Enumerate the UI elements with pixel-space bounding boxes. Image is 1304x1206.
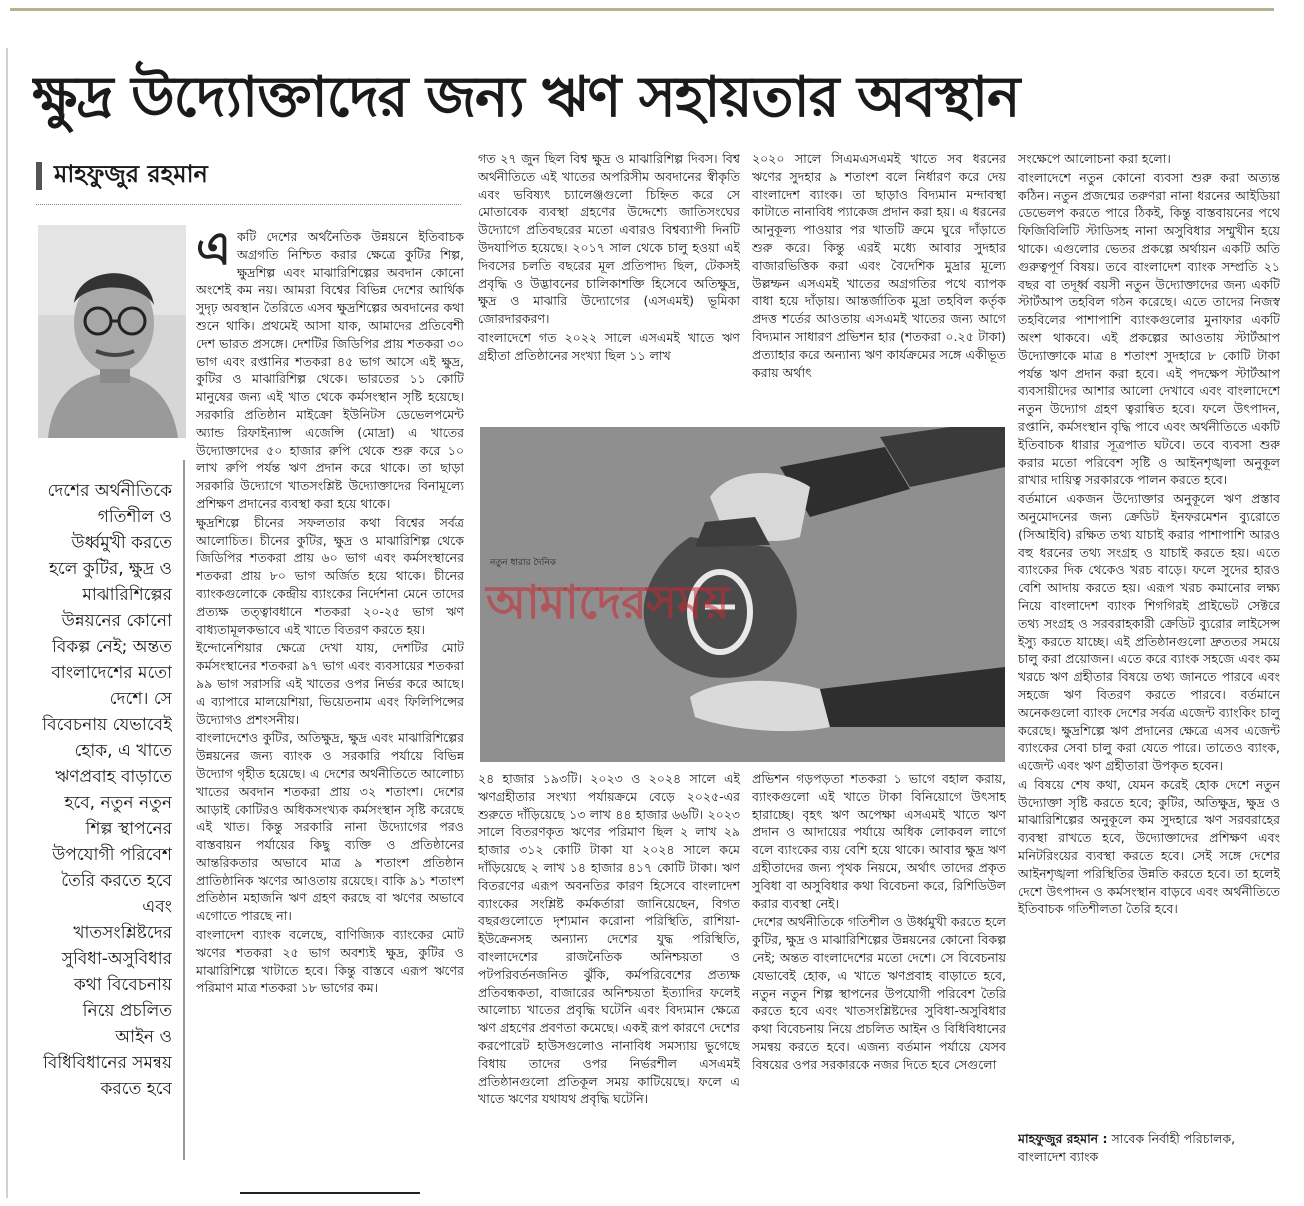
paragraph: প্রভিশন গড়পড়তা শতকরা ১ ভাগে বহাল করায়, ব্যাংকগুলো এই খাতে টাকা বিনিয়োগে উৎসাহ হারাচ্ছে। বৃহৎ ঋণ অপেক্ষা এসএমই খাতে ঋণ প্রদান ও আদায়ের পর্যায়ে অধিক লোকবল লাগে বলে ব্যাংকের ব্যয় বেশি হয়ে থাকে। আবার ক্ষুদ্র ঋণ গ্রহীতাদের জন্য পৃথক নিয়মে, অর্থাৎ তাদের প্রকৃত সুবিধা বা অসুবিধার কথা বিবেচনা করে, রিশিডিউল করার ব্যবস্থা নেই। bbox=[752, 771, 1006, 911]
author-name: মাহফুজুর রহমান bbox=[54, 160, 208, 188]
article-column-2-bottom bbox=[478, 770, 740, 1170]
paragraph bbox=[196, 228, 464, 513]
paragraph: বাংলাদেশে গত ২০২২ সালে এসএমই খাতে ঋণ গ্রহীতা প্রতিষ্ঠানের সংখ্যা ছিল ১১ লাখ bbox=[478, 329, 740, 363]
drop-cap: এ bbox=[196, 228, 231, 275]
paragraph: গত ২৭ জুন ছিল বিশ্ব ক্ষুদ্র ও মাঝারিশিল্প দিবস। বিশ্ব অর্থনীতিতে এই খাতের অপরিসীম অবদানের স্বীকৃতি এবং ভবিষ্যৎ চ্যালেঞ্জগুলো চিহ্নিত করে সে মোতাবেক ব্যবস্থা গ্রহণের উদ্দেশ্যে জাতিসংঘের উদ্যোগে প্রতিবছরের মতো এবারও বিশ্বব্যাপী দিনটি উদযাপিত হয়েছে। ২০১৭ সাল থেকে চালু হওয়া এই দিবসের চলতি বছরের মূল প্রতিপাদ্য ছিল, টেকসই প্রবৃদ্ধি ও উদ্ভাবনের চালিকাশক্তি হিসেবে অতিক্ষুদ্র, ক্ষুদ্র ও মাঝারি উদ্যোগের (এসএমই) ভূমিকা জোরদারকরণ। bbox=[478, 151, 740, 327]
article-headline: ক্ষুদ্র উদ্যোক্তাদের জন্য ঋণ সহায়তার অবস্থান bbox=[32, 65, 1020, 130]
pull-quote: দেশের অর্থনীতিকে গতিশীল ও উর্ধ্বমুখী করতে হলে কুটির, ক্ষুদ্র ও মাঝারিশিল্পের উন্নয়নের কোনো বিকল্প নেই; অন্তত বাংলাদেশের মতো দেশে। সে বিবেচনায় যেভাবেই হোক, এ খাতে ঋণপ্রবাহ বাড়াতে হবে, নতুন নতুন শিল্প স্থাপনের উপযোগী পরিবেশ তৈরি করতে হবে এবং খাতসংশ্লিষ্টদের সুবিধা-অসুবিধার কথা বিবেচনায় নিয়ে প্রচলিত আইন ও বিধিবিধানের সমন্বয় করতে হবে bbox=[42, 481, 172, 1099]
watermark-tagline: নতুন ধারার দৈনিক bbox=[490, 558, 556, 568]
paragraph: সংক্ষেপে আলোচনা করা হলো। bbox=[1018, 151, 1171, 166]
paragraph-text: কটি দেশের অর্থনৈতিক উন্নয়নে ইতিবাচক অগ্রগতি নিশ্চিত করার ক্ষেত্রে কুটির শিল্প, ক্ষুদ্রশিল্প এবং মাঝারিশিল্পের অবদান কোনো অংশেই কম নয়। আমরা বিশ্বের বিভিন্ন দেশের আর্থিক সুদৃঢ় অবস্থান তৈরিতে এসব ক্ষুদ্রশিল্পের অবদানের কথা শুনে থাকি। প্রথমেই আসা যাক, আমাদের প্রতিবেশী দেশ ভারত প্রসঙ্গে। দেশটির জিডিপির প্রায় শতকরা ৩০ ভাগ এবং রপ্তানির শতকরা ৪৫ ভাগ আসে এই ক্ষুদ্র, কুটির ও মাঝারিশিল্প থেকে। ভারতের ১১ কোটি মানুষের জন্য এই খাত থেকে কর্মসংস্থান সৃষ্টি হয়েছে। সরকারি প্রতিষ্ঠান মাইক্রো ইউনিটস ডেভেলপমেন্ট অ্যান্ড রিফাইন্যান্স এজেন্সি (মোদ্রা) এ খাতের উদ্যোক্তাদের ৫০ হাজার রুপি থেকে শুরু করে ১০ লাখ রুপি পর্যন্ত ঋণ প্রদান করে থাকে। তা ছাড়া সরকারি উদ্যোগে খাতসংশ্লিষ্ট উদ্যোক্তাদের বিনামূল্যে প্রশিক্ষণ প্রদানের ব্যবস্থা করা হয়ে থাকে। bbox=[196, 229, 464, 511]
pullquote-rule bbox=[183, 460, 185, 1160]
author-credit bbox=[1018, 1130, 1280, 1174]
paragraph: ইন্দোনেশিয়ার ক্ষেত্রে দেখা যায়, দেশটির মোট কর্মসংস্থানের শতকরা ৯৭ ভাগ এবং ব্যবসায়ের শতকরা ৯৯ ভাগ সরাসরি এই খাতের ওপর নির্ভর করে আছে। এ ব্যাপারে মালয়েশিয়া, ভিয়েতনাম এবং ফিলিপিন্সের উদ্যোগও প্রশংসনীয়। bbox=[196, 640, 464, 727]
author-portrait-image bbox=[38, 225, 186, 438]
article-column-3-top bbox=[752, 150, 1006, 420]
article-column-2-top bbox=[478, 150, 740, 420]
paragraph: এ বিষয়ে শেষ কথা, যেমন করেই হোক দেশে নতুন উদ্যোক্তা সৃষ্টি করতে হবে; কুটির, অতিক্ষুদ্র, ক্ষুদ্র ও মাঝারিশিল্পের অনুকূলে কম সুদহারে ঋণ সরবরাহের ব্যবস্থা রাখতে হবে, উদ্যোক্তাদের প্রশিক্ষণ এবং মনিটরিংয়ের ব্যবস্থা করতে হবে। সেই সঙ্গে দেশের আইনশৃঙ্খলা পরিস্থিতির উন্নতি করতে হবে। তা হলেই দেশে উৎপাদন ও কর্মসংস্থান বাড়বে এবং অর্থনীতিতে ইতিবাচক গতিশীলতা তৈরি হবে। bbox=[1018, 776, 1280, 917]
paragraph: বাংলাদেশ ব্যাংক বলেছে, বাণিজ্যিক ব্যাংকের মোট ঋণের শতকরা ২৫ ভাগ অবশ্যই ক্ষুদ্র, কুটির ও মাঝারিশিল্পে খাটাতে হবে। কিন্তু বাস্তবে এরূপ ঋণের পরিমাণ মাত্র শতকরা ১৮ ভাগের কম। bbox=[196, 927, 464, 996]
left-margin-rule bbox=[6, 48, 8, 1198]
next-article-fragment bbox=[240, 1192, 420, 1206]
top-rule bbox=[10, 8, 1274, 11]
paragraph: দেশের অর্থনীতিকে গতিশীল ও উর্ধ্বমুখী করতে হলে কুটির, ক্ষুদ্র ও মাঝারিশিল্পের উন্নয়নের কোনো বিকল্প নেই; অন্তত বাংলাদেশের মতো দেশে। সে বিবেচনায় যেভাবেই হোক, এ খাতে ঋণপ্রবাহ বাড়াতে হবে, নতুন নতুন শিল্প স্থাপনের উপযোগী পরিবেশ তৈরি করতে হবে এবং খাতসংশ্লিষ্টদের সুবিধা-অসুবিধার কথা বিবেচনায় নিয়ে প্রচলিত আইন ও বিধিবিধানের সমন্বয় করতে হবে। এজন্য বর্তমান পর্যায়ে যেসব বিষয়ের ওপর সরকারকে নজর দিতে হবে সেগুলো bbox=[752, 914, 1006, 1072]
article-column-1 bbox=[196, 228, 464, 1168]
author-photo bbox=[38, 225, 186, 438]
paragraph: ক্ষুদ্রশিল্পে চীনের সফলতার কথা বিশ্বের সর্বত্র আলোচিত। চীনের কুটির, ক্ষুদ্র ও মাঝারিশিল্প থেকে জিডিপির শতকরা প্রায় ৬০ ভাগ এবং কর্মসংস্থানের শতকরা প্রায় ৮০ ভাগ অর্জিত হয়ে থাকে। চীনের ব্যাংকগুলোকে কেন্দ্রীয় ব্যাংকের নির্দেশনা মেনে তাদের প্রত্যক্ষ তত্ত্বাবধানে শতকরা ২০-২৫ ভাগ ঋণ বাধ্যতামূলকভাবে এই খাতে বিতরণ করতে হয়। bbox=[196, 514, 464, 637]
paragraph: বাংলাদেশেও কুটির, অতিক্ষুদ্র, ক্ষুদ্র এবং মাঝারিশিল্পের উন্নয়নের জন্য ব্যাংক ও সরকারি পর্যায়ে বিভিন্ন উদ্যোগ গৃহীত হয়েছে। এ দেশের অর্থনীতিতে আলোচ্য খাতের অবদান শতকরা প্রায় ৩২ শতাংশ। দেশের আড়াই কোটিরও অধিকসংখ্যক কর্মসংস্থান সৃষ্টি করেছে এই খাত। কিন্তু সরকারি নানা উদ্যোগের পরও বাস্তবায়ন পর্যায়ের কিছু ব্যক্তি ও প্রতিষ্ঠানের আন্তরিকতার অভাবে মাত্র ৯ শতাংশ প্রতিষ্ঠান প্রাতিষ্ঠানিক ঋণের আওতায় রয়েছে। বাকি ৯১ শতাংশ প্রতিষ্ঠান মহাজনি ঋণ গ্রহণ করছে বা ঋণের অভাবে এগোতে পারছে না। bbox=[196, 730, 464, 924]
author-credit-role: সাবেক নির্বাহী পরিচালক, বাংলাদেশ ব্যাংক bbox=[1018, 1131, 1236, 1164]
paragraph: বাংলাদেশে নতুন কোনো ব্যবসা শুরু করা অত্যন্ত কঠিন। নতুন প্রজন্মের তরুণরা নানা ধরনের আইডিয়া ডেভেলপ করতে পারে ঠিকই, কিন্তু বাস্তবায়নের পথে ফিজিবিলিটি স্টাডিসহ নানা অসুবিধার সম্মুখীন হয়ে থাকে। এগুলোর ভেতর প্রকল্পে অর্থায়ন একটি অতি গুরুত্বপূর্ণ বিষয়। তবে বাংলাদেশ ব্যাংক সম্প্রতি ২১ বছর বা তদূর্ধ্ব বয়সী নতুন উদ্যোক্তাদের জন্য একটি স্টার্টআপ তহবিল গঠন করেছে। এতে তাদের নিজস্ব তহবিলের পাশাপাশি ব্যাংকগুলোর মুনাফার একটি অংশ থাকবে। এই প্রকল্পের আওতায় স্টার্টআপ উদ্যোক্তাকে মাত্র ৪ শতাংশ সুদহারে ৮ কোটি টাকা পর্যন্ত ঋণ প্রদান করা হবে। এই পদক্ষেপ স্টার্টআপ ব্যবসায়ীদের আশার আলো দেখাবে এবং বাংলাদেশে নতুন উদ্যোগ গ্রহণ ত্বরান্বিত হবে। ফলে উৎপাদন, রপ্তানি, কর্মসংস্থান বৃদ্ধি পাবে এবং অর্থনীতিতে একটি ইতিবাচক ধারার সূত্রপাত ঘটবে। তবে ব্যবসা শুরু করার মতো পরিবেশ সৃষ্টি ও আইনশৃঙ্খলা অনুকূল রাখার দায়িত্ব সরকারকে পালন করতে হবে। bbox=[1018, 169, 1280, 488]
article-column-3-bottom bbox=[752, 770, 1006, 1170]
paragraph: ২৪ হাজার ১৯৩টি। ২০২৩ ও ২০২৪ সালে এই ঋণগ্রহীতার সংখ্যা পর্যায়ক্রমে বেড়ে ২০২৫-এর শুরুতে দাঁড়িয়েছে ১৩ লাখ ৪৪ হাজার ৬৬টি। ২০২৩ সালে বিতরণকৃত ঋণের পরিমাণ ছিল ২ লাখ ২৯ হাজার ৩১২ কোটি টাকা যা ২০২৪ সালে কমে দাঁড়িয়েছে ২ লাখ ১৪ হাজার ৪১৭ কোটি টাকা। ঋণ বিতরণের এরূপ অবনতির কারণ হিসেবে বাংলাদেশ ব্যাংকের সংশ্লিষ্ট কর্মকর্তারা জানিয়েছেন, বিগত বছরগুলোতে দৃশ্যমান করোনা পরিস্থিতি, রাশিয়া-ইউক্রেনসহ অন্যান্য দেশের যুদ্ধ পরিস্থিতি, বাংলাদেশের রাজনৈতিক অনিশ্চয়তা ও পটপরিবর্তনজনিত ঝুঁকি, কর্মপরিবেশের প্রত্যক্ষ প্রতিবন্ধকতা, বাজারের অনিশ্চয়তা ইত্যাদির ফলেই আলোচ্য খাতের প্রবৃদ্ধি ঘটেনি এবং বিদ্যমান ক্ষেত্রে ঋণ গ্রহণের প্রবণতা কমেছে। একই রূপ কারণে দেশের করপোরেট হাউসগুলোও নানাবিধ সমস্যায় ভুগেছে বিধায় তাদের ওপর নির্ভরশীল এসএমই প্রতিষ্ঠানগুলো প্রতিকূল সময় কাটিয়েছে। ফলে এ খাতে ঋণের যথাযথ প্রবৃদ্ধি ঘটেনি। bbox=[478, 771, 740, 1107]
watermark-logo: আমাদেরসময় bbox=[486, 575, 730, 629]
article-column-4 bbox=[1018, 150, 1280, 1110]
paragraph: ২০২০ সালে সিএমএসএমই খাতে সব ধরনের ঋণের সুদহার ৯ শতাংশ বলে নির্ধারণ করে দেয় বাংলাদেশ ব্যাংক। তা ছাড়াও বিদ্যমান মন্দাবস্থা কাটাতে নানাবিধ প্যাকেজ প্রদান করা হয়। এ ধরনের আনুকূল্য পাওয়ার পর খাতটি ক্রমে ঘুরে দাঁড়াতে শুরু করে। কিন্তু এরই মধ্যে আবার সুদহার বাজারভিত্তিক করা এবং বৈদেশিক মুদ্রার মূল্যে উল্লম্ফন এসএমই খাতের অগ্রগতির পথে ব্যাপক বাধা হয়ে দাঁড়ায়। আন্তর্জাতিক মুদ্রা তহবিল কর্তৃক প্রদত্ত শর্তের আওতায় এসএমই খাতের জন্য আগে বিদ্যমান সাধারণ প্রভিশন হার (শতকরা ০.২৫ টাকা) প্রত্যাহার করে অন্যান্য ঋণ কার্যক্রমের সঙ্গে একীভূত করায় অর্থাৎ bbox=[752, 151, 1006, 380]
author-line bbox=[36, 158, 456, 194]
paragraph: বর্তমানে একজন উদ্যোক্তার অনুকূলে ঋণ প্রস্তাব অনুমোদনের জন্য ক্রেডিট ইনফরমেশন ব্যুরোতে (সিআইবি) রক্ষিত তথ্য যাচাই করার পাশাপাশি আরও বহু ধরনের তথ্য সংগ্রহ ও যাচাই করতে হয়। এতে ব্যাংকের দিক থেকেও খরচ বাড়ে। ফলে সুদের হারও বেশি আদায় করতে হয়। এরূপ খরচ কমানোর লক্ষ্য নিয়ে বাংলাদেশ ব্যাংক শিগগিরই প্রাইভেট সেক্টরে তথ্য সংগ্রহ ও সরবরাহকারী ক্রেডিট ব্যুরোর লাইসেন্স ইস্যু করতে যাচ্ছে। এই প্রতিষ্ঠানগুলো দ্রুততর সময়ে চালু করা প্রয়োজন। এতে করে ব্যাংক সহজে এবং কম খরচে ঋণ গ্রহীতার বিষয়ে তথ্য জানতে পারবে এবং সহজে ঋণ বিতরণ করতে পারবে। বর্তমানে অনেকগুলো ব্যাংক দেশের সর্বত্র এজেন্ট ব্যাংকিং চালু করেছে। ক্ষুদ্রশিল্পে ঋণ প্রদানের ক্ষেত্রে এসব এজেন্ট ব্যাংকের সেবা চালু করা যেতে পারে। তাতেও ব্যাংক, এজেন্ট এবং ঋণ গ্রহীতারা উপকৃত হবেন। bbox=[1018, 491, 1280, 774]
author-separator bbox=[36, 204, 461, 205]
author-credit-name: মাহফুজুর রহমান : bbox=[1018, 1131, 1108, 1146]
author-bar bbox=[36, 162, 42, 190]
